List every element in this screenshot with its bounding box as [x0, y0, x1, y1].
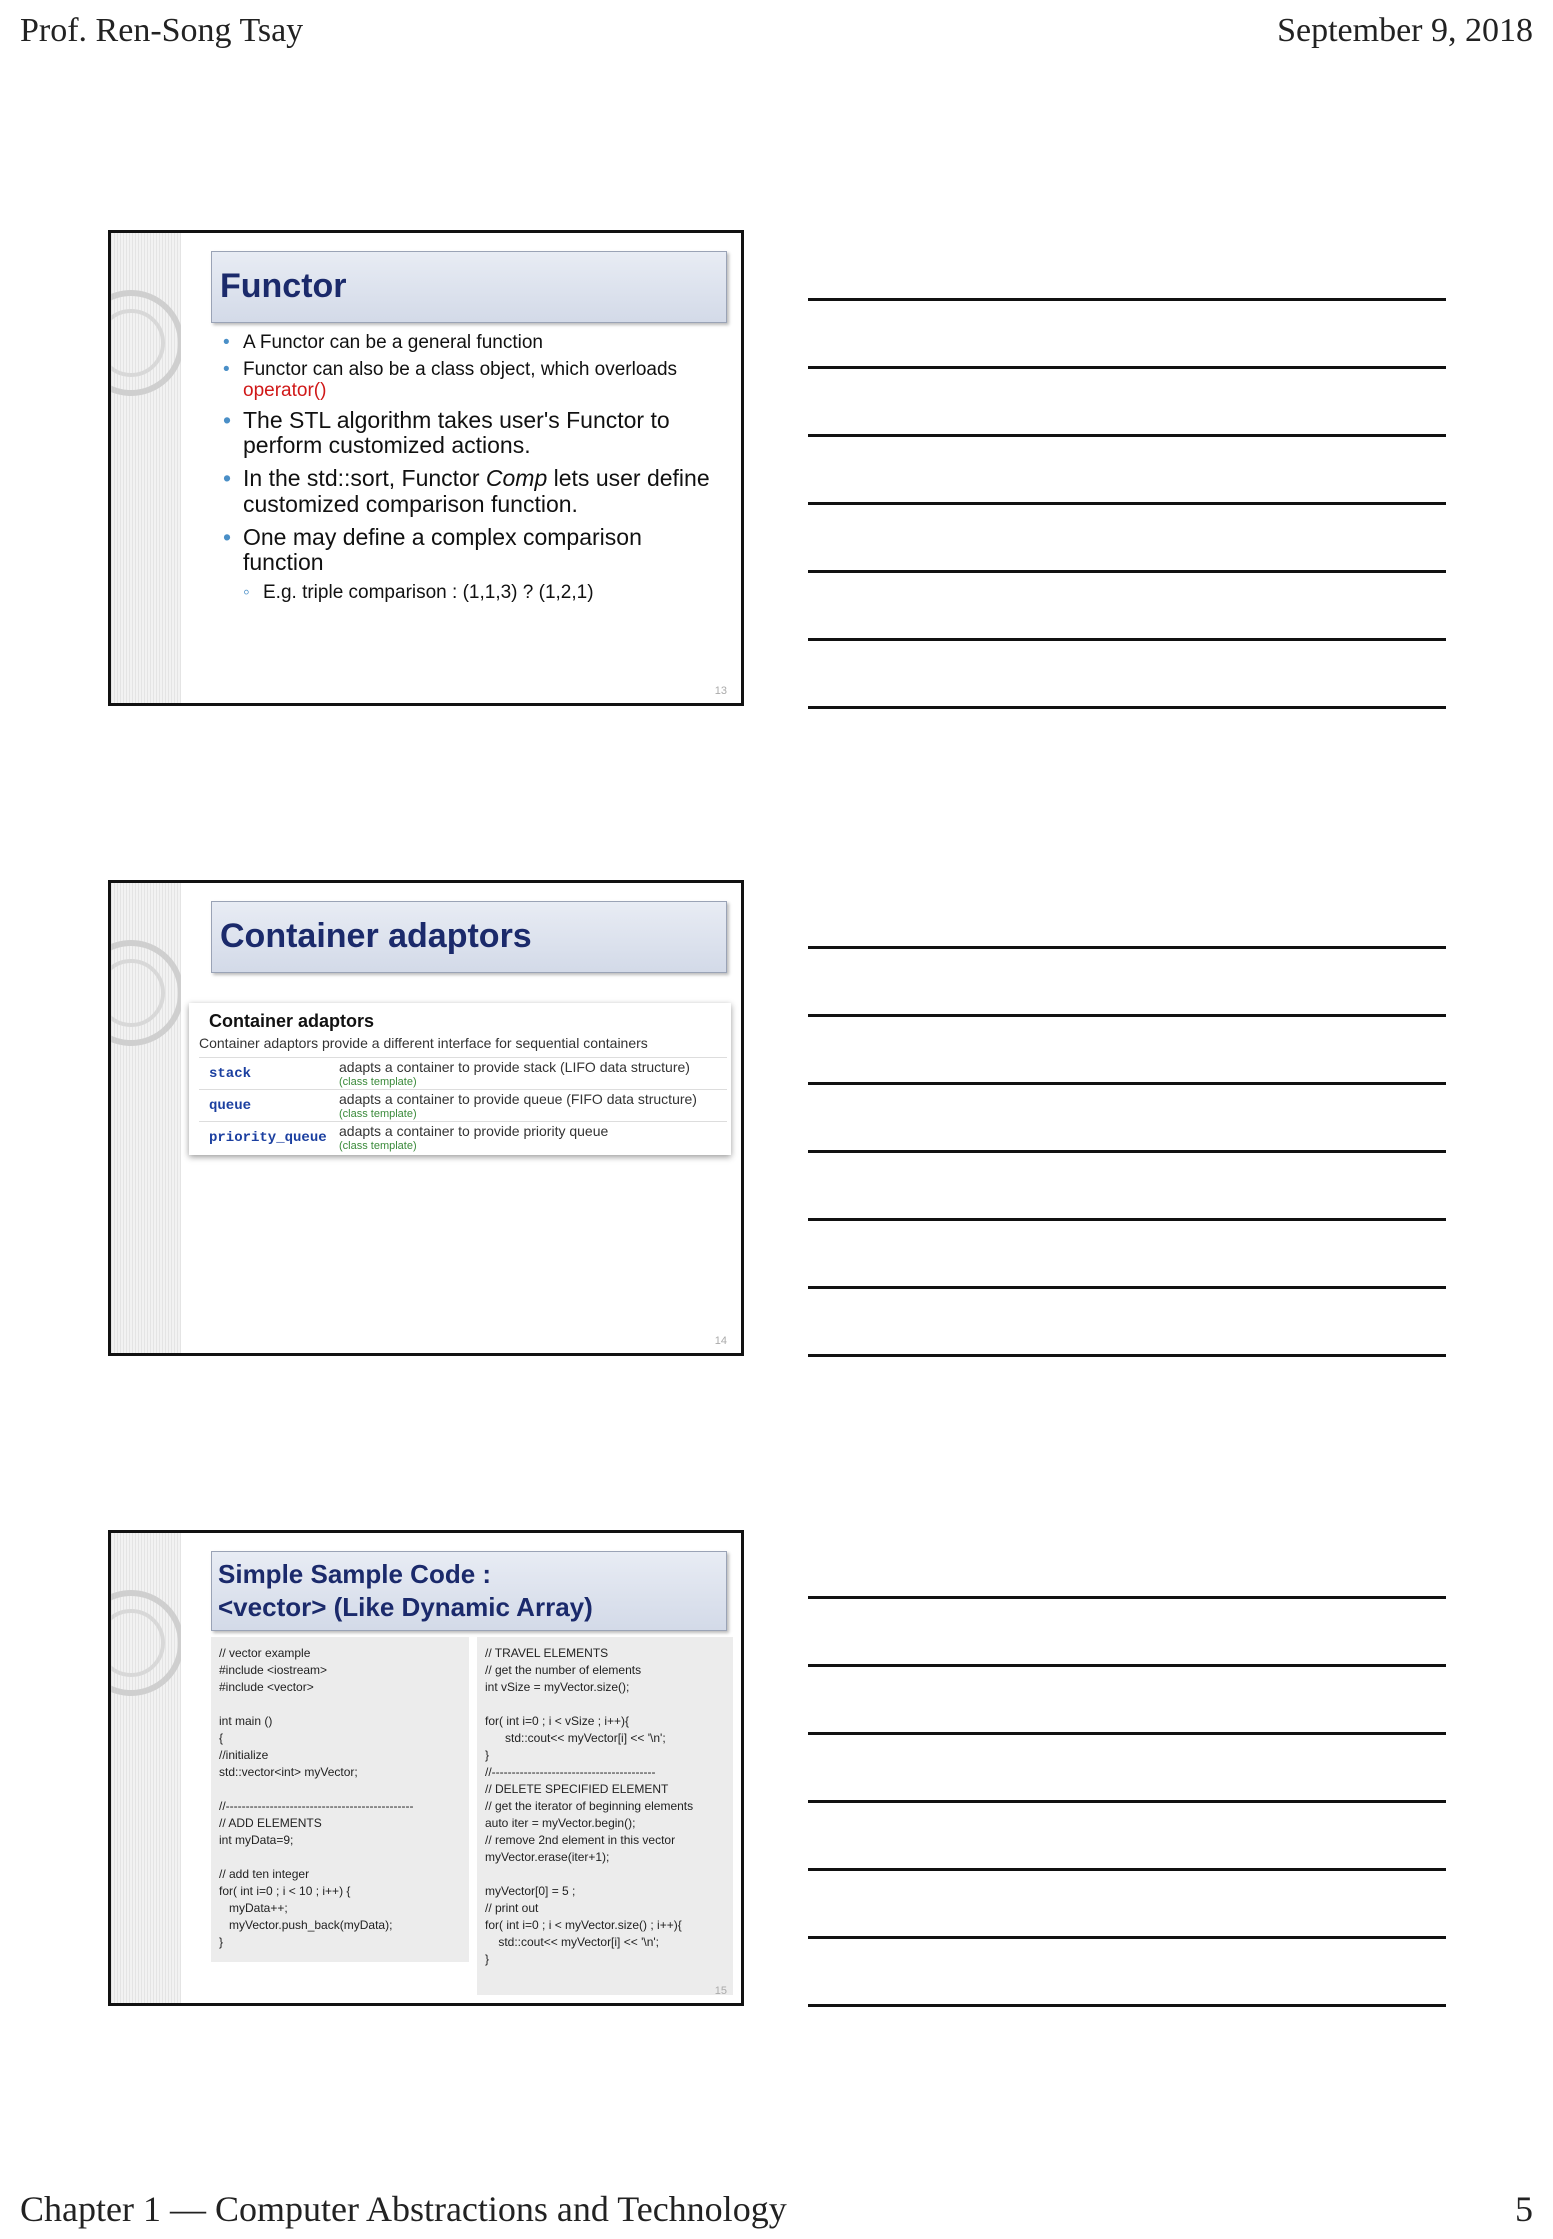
footer-page-number: 5 — [1515, 2189, 1533, 2229]
slide-decoration — [111, 233, 181, 703]
note-line — [808, 1596, 1446, 1599]
note-line — [808, 1082, 1446, 1085]
table-row — [199, 1089, 727, 1122]
code-block-right: // TRAVEL ELEMENTS // get the number of elements int vSize = myVector.size(); for( int i=0 ; i < vSize ; i++){ std::cout<< myVector[i] << '\n'; } //----------------------------------------- // DELETE SPECIFIED ELEMENT // get the iterator of beginning elements auto iter = myVector.begin(); // remove 2nd element in this vector myVector.erase(iter+1); myVector[0] = 5 ; // print out for( int i=0 ; i < myVector.size() ; i++){ std::cout<< myVector[i] << '\n'; } — [477, 1637, 733, 1995]
slide-number: 14 — [714, 1335, 727, 1347]
table-row — [199, 1121, 727, 1154]
note-line — [808, 1800, 1446, 1803]
note-line — [808, 706, 1446, 709]
note-line — [808, 1218, 1446, 1221]
bullet-text: Functor can also be a class object, which overloads — [243, 358, 678, 380]
bullet-text: In the std::sort, Functor — [243, 465, 486, 492]
slide-number: 15 — [714, 1985, 727, 1997]
note-line — [808, 1732, 1446, 1735]
note-line — [808, 1936, 1446, 1939]
slide-container-adaptors — [108, 880, 744, 1356]
note-line — [808, 1354, 1446, 1357]
bullet-text: A Functor can be a general function — [243, 332, 543, 353]
table-title: Container adaptors — [209, 1011, 375, 1031]
bullet-item — [223, 466, 721, 517]
bullet-text: One may define a complex comparison function — [243, 523, 642, 576]
code-block-left: // vector example #include <iostream> #include <vector> int main () { //initialize std::vector<int> myVector; //----------------------------------------------- // ADD ELEMENTS int myData=9; // add ten integer for( int i=0 ; i < 10 ; i++) { myData++; myVector.push_back(myData); } — [211, 1637, 469, 1962]
bullet-text: E.g. triple comparison : (1,1,3) ? (1,2,1) — [263, 582, 594, 604]
slide-title: Functor — [211, 251, 727, 323]
operator-keyword: operator() — [243, 379, 327, 401]
bullet-item — [223, 360, 721, 402]
slide-sample-code — [108, 1530, 744, 2006]
table-row — [199, 1057, 727, 1090]
header-date: September 9, 2018 — [1277, 12, 1533, 49]
note-line — [808, 298, 1446, 301]
adaptor-name: priority_queue — [209, 1130, 327, 1146]
note-line — [808, 1868, 1446, 1871]
adaptor-table — [189, 1003, 731, 1155]
note-line — [808, 1014, 1446, 1017]
swirl-icon — [111, 1553, 181, 1733]
adaptor-name: queue — [209, 1098, 252, 1114]
comp-keyword: Comp — [485, 465, 548, 492]
table-description: Container adaptors provide a different interface for sequential containers — [199, 1035, 648, 1051]
slide-functor — [108, 230, 744, 706]
sub-bullet-item — [223, 583, 721, 604]
slide-title — [211, 1551, 727, 1631]
note-line — [808, 1664, 1446, 1667]
note-line — [808, 502, 1446, 505]
note-line — [808, 570, 1446, 573]
swirl-icon — [111, 903, 181, 1083]
bullet-item — [223, 525, 721, 576]
title-line: <vector> (Like Dynamic Array) — [218, 1592, 593, 1622]
note-line — [808, 434, 1446, 437]
note-line — [808, 638, 1446, 641]
note-line — [808, 366, 1446, 369]
adaptor-desc: adapts a container to provide stack (LIFO data structure) — [339, 1059, 690, 1075]
bullet-text: lets user define customized comparison function. — [243, 465, 710, 517]
adaptor-note: (class template) — [339, 1108, 417, 1120]
adaptor-desc: adapts a container to provide priority queue — [339, 1123, 609, 1139]
title-line: Simple Sample Code : — [218, 1559, 492, 1589]
adaptor-desc: adapts a container to provide queue (FIFO data structure) — [339, 1091, 697, 1107]
note-line — [808, 946, 1446, 949]
note-line — [808, 1286, 1446, 1289]
adaptor-note: (class template) — [339, 1140, 417, 1152]
swirl-icon — [111, 253, 181, 433]
slide-title: Container adaptors — [211, 901, 727, 973]
slide-decoration — [111, 1533, 181, 2003]
footer-chapter: Chapter 1 — Computer Abstractions and Technology — [20, 2189, 787, 2229]
adaptor-name: stack — [209, 1066, 252, 1082]
adaptor-note: (class template) — [339, 1076, 417, 1088]
bullet-item — [223, 408, 721, 459]
bullet-item — [223, 333, 721, 354]
note-line — [808, 1150, 1446, 1153]
header-author: Prof. Ren-Song Tsay — [20, 12, 304, 49]
bullet-list — [223, 333, 721, 604]
slide-decoration — [111, 883, 181, 1353]
note-line — [808, 2004, 1446, 2007]
slide-number: 13 — [714, 685, 727, 697]
bullet-text: The STL algorithm takes user's Functor to perform customized actions. — [243, 406, 670, 458]
